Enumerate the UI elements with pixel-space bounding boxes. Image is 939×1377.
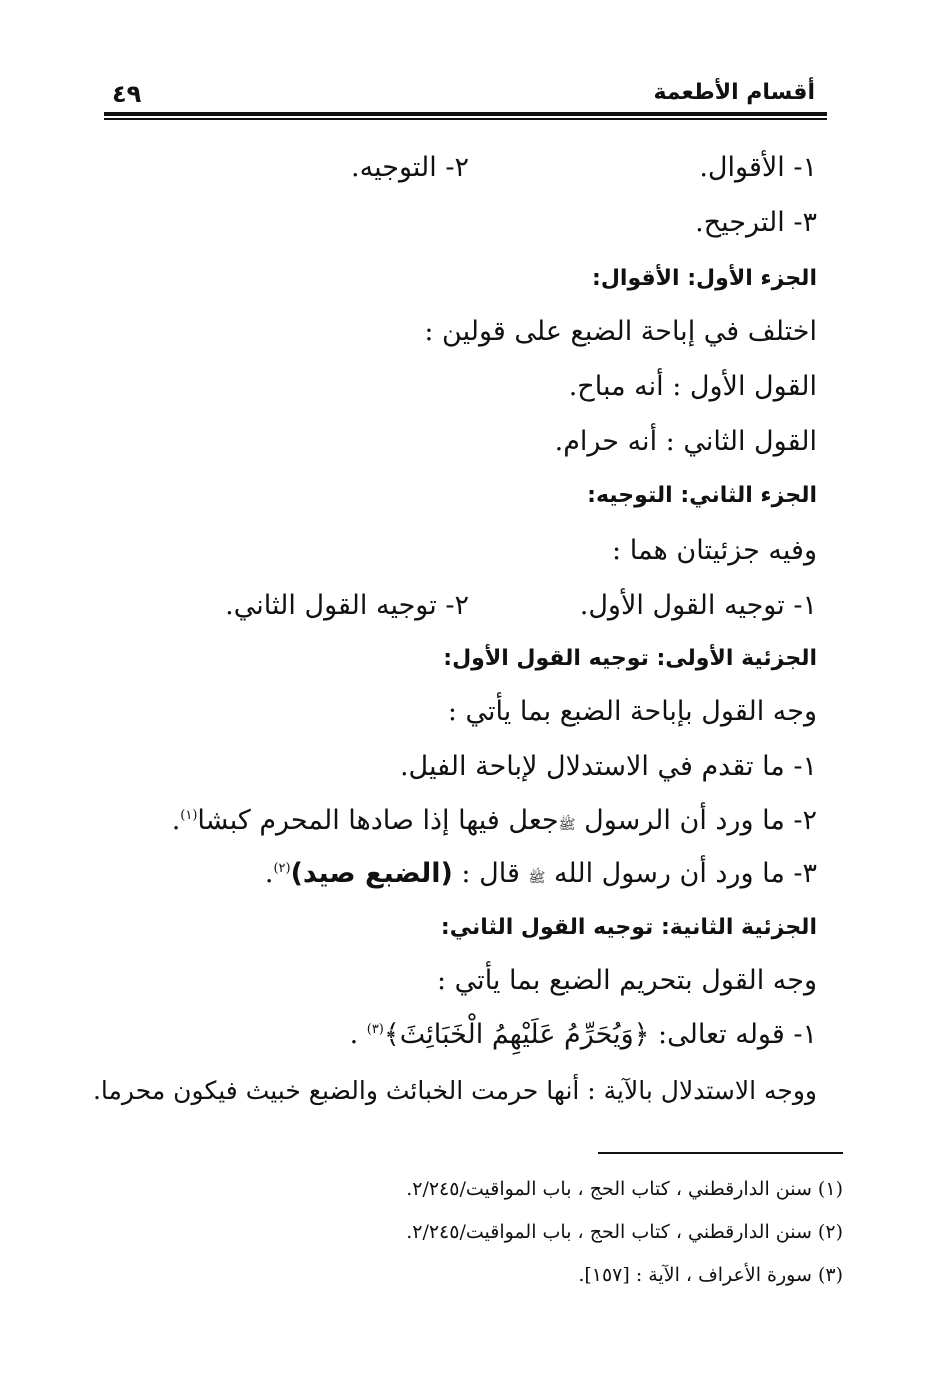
saying-2: القول الثاني : أنه حرام. xyxy=(554,426,817,457)
subpart1-heading: الجزئية الأولى: توجيه القول الأول: xyxy=(443,646,817,671)
evidence-2-start: ٢- ما ورد أن الرسول xyxy=(575,805,817,836)
part2-intro: وفيه جزئيتان هما : xyxy=(612,535,817,566)
evidence-2: ٢- ما ورد أن الرسول ﷺجعل فيها إذا صادها المحرم كبشا$^{(١)}$. xyxy=(171,805,817,836)
header-rule-thin xyxy=(104,118,827,120)
evidence-3-mid: قال : xyxy=(452,858,529,889)
list-item-sayings: ١- الأقوال. xyxy=(699,152,817,183)
evidence-3: ٣- ما ورد أن رسول الله ﷺ قال : (الضبع صيد)$^{(٢)}$. xyxy=(264,858,817,889)
verse-inference: ووجه الاستدلال بالآية : أنها حرمت الخبائث والضبع خبيث فيكون محرما. xyxy=(92,1076,817,1105)
evidence-verse: ١- قوله تعالى: ﴿وَيُحَرِّمُ عَلَيْهِمُ الْخَبَائِثَ﴾$^{(٣)}$ . xyxy=(349,1019,817,1050)
header-title: أقسام الأطعمة xyxy=(653,80,815,105)
list-item-preference: ٣- الترجيح. xyxy=(695,207,817,238)
part1-intro: اختلف في إباحة الضبع على قولين : xyxy=(424,316,817,347)
header-rule-thick xyxy=(104,112,827,116)
subpart1-intro: وجه القول بإباحة الضبع بما يأتي : xyxy=(447,696,817,727)
footnote-2: (٢) سنن الدارقطني ، كتاب الحج ، باب المواقيت/٢/٢٤٥. xyxy=(406,1221,843,1243)
part2-heading: الجزء الثاني: التوجيه: xyxy=(587,483,817,508)
hadith-quote: (الضبع صيد) xyxy=(290,858,453,889)
evidence-1: ١- ما تقدم في الاستدلال لإباحة الفيل. xyxy=(399,751,817,782)
saying-1: القول الأول : أنه مباح. xyxy=(568,371,817,402)
part2-item-1: ١- توجيه القول الأول. xyxy=(579,590,817,621)
footnote-separator xyxy=(598,1152,843,1154)
part1-heading: الجزء الأول: الأقوال: xyxy=(592,266,817,291)
footnote-ref-1[interactable]: (١) xyxy=(180,808,198,823)
page-number: ٤٩ xyxy=(112,80,142,108)
list-item-justification: ٢- التوجيه. xyxy=(351,152,469,183)
evidence-3-start: ٣- ما ورد أن رسول الله xyxy=(545,858,817,889)
footnote-ref-3[interactable]: (٣) xyxy=(366,1022,384,1037)
pbuh-glyph: ﷺ xyxy=(528,870,546,886)
subpart2-heading: الجزئية الثانية: توجيه القول الثاني: xyxy=(440,915,817,940)
footnote-3: (٣) سورة الأعراف ، الآية : [١٥٧]. xyxy=(578,1264,843,1286)
evidence-2-end: جعل فيها إذا صادها المحرم كبشا xyxy=(197,805,559,836)
evidence-verse-start: ١- قوله تعالى: xyxy=(649,1019,817,1050)
subpart2-intro: وجه القول بتحريم الضبع بما يأتي : xyxy=(437,965,817,996)
footnote-ref-2[interactable]: (٢) xyxy=(273,861,291,876)
pbuh-glyph: ﷺ xyxy=(558,817,576,833)
footnote-1: (١) سنن الدارقطني ، كتاب الحج ، باب المواقيت/٢/٢٤٥. xyxy=(406,1178,843,1200)
quran-verse: ﴿وَيُحَرِّمُ عَلَيْهِمُ الْخَبَائِثَ﴾ xyxy=(383,1019,650,1050)
part2-item-2: ٢- توجيه القول الثاني. xyxy=(225,590,469,621)
